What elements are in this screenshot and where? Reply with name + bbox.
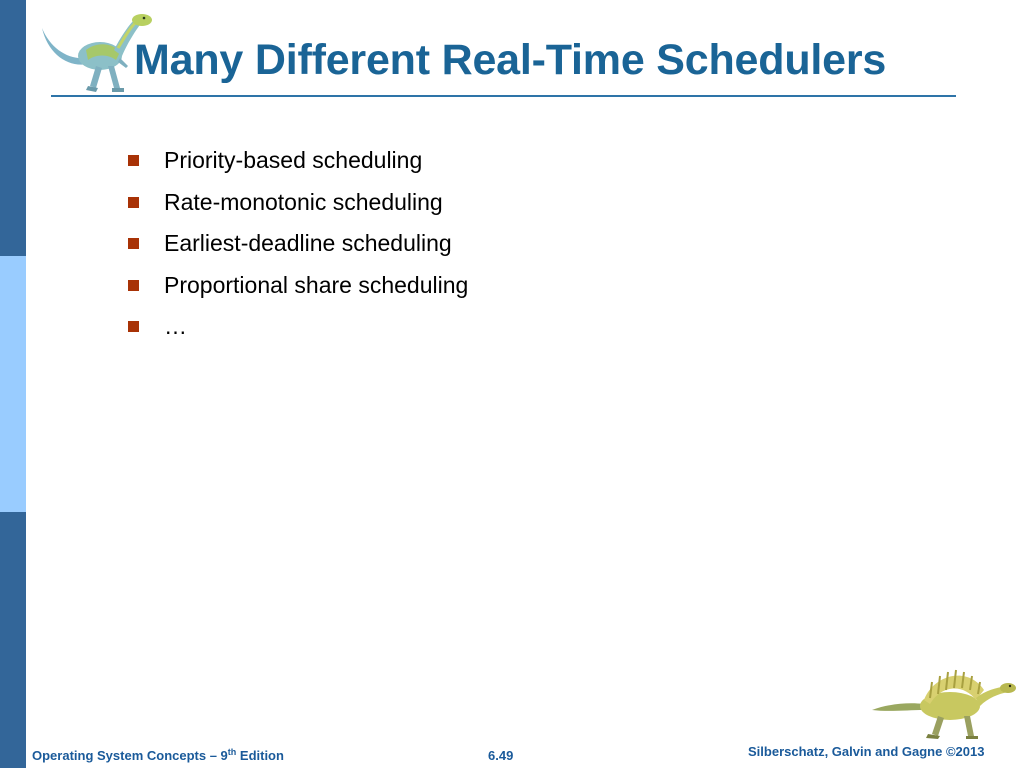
bullet-text: Priority-based scheduling [164,147,423,174]
footer-copyright: Silberschatz, Galvin and Gagne ©2013 [748,744,985,759]
title-underline [51,95,956,97]
side-bar-dark-bottom [0,512,26,768]
bullet-square-icon [128,280,139,291]
side-bar-light [0,256,26,512]
slide-title: Many Different Real-Time Schedulers [134,36,887,84]
list-item [128,265,468,307]
footer-book-title [32,748,284,763]
bullet-list [128,140,468,348]
footer-book-suffix: Edition [236,748,284,763]
footer-book-prefix: Operating System Concepts – 9 [32,748,228,763]
footer-book-superscript: th [227,747,237,757]
bullet-text: Rate-monotonic scheduling [164,188,443,215]
bullet-text: … [164,313,187,340]
list-item [128,306,468,348]
list-item [128,223,468,265]
list-item [128,140,468,182]
bullet-square-icon [128,321,139,332]
footer [0,738,1024,768]
dinosaur-logo-icon [868,660,1018,740]
list-item [128,182,468,224]
bullet-square-icon [128,238,139,249]
bullet-square-icon [128,155,139,166]
page-number: 6.49 [488,748,514,763]
bullet-text: Earliest-deadline scheduling [164,230,452,257]
bullet-text: Proportional share scheduling [164,271,469,298]
bullet-square-icon [128,197,139,208]
side-bar-dark-top [0,0,26,256]
